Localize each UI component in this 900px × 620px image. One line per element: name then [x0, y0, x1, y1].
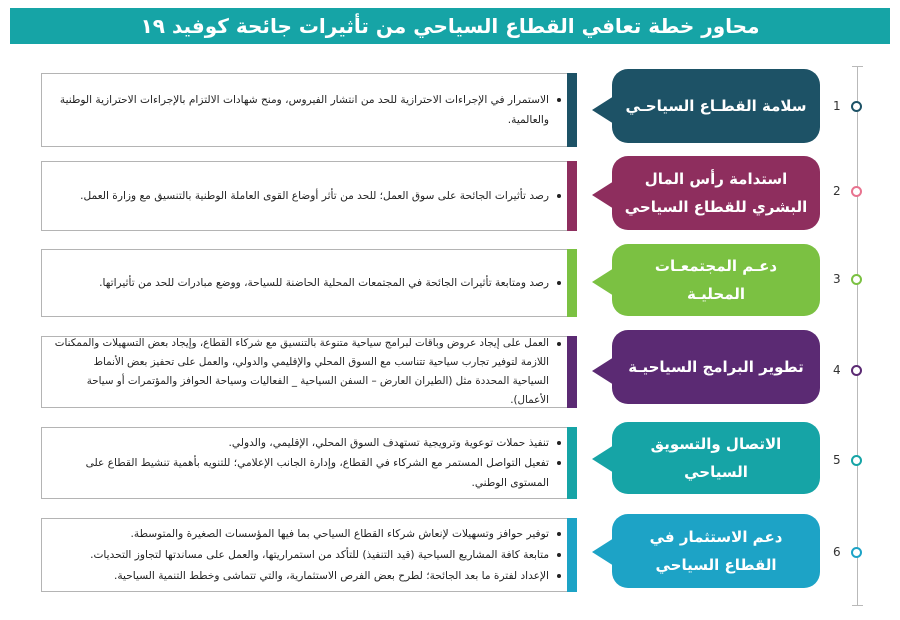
axis-1-bullets	[54, 90, 563, 130]
axis-4-description-box	[41, 336, 577, 408]
axis-2-description-box	[41, 161, 577, 231]
axis-6-bullets	[54, 524, 563, 587]
axis-3-bullet-1: رصد ومتابعة تأثيرات الجائحة في المجتمعات المحلية الحاضنة للسياحة، ووضع مبادرات للحد من تأثيراتها.	[54, 273, 563, 293]
axis-2-dot	[851, 186, 862, 197]
axis-2-accent-bar	[567, 161, 577, 231]
axis-1-number: 1	[833, 99, 841, 113]
axis-3-title: دعـم المجتمعـات المحليـة	[654, 257, 778, 303]
axis-4-title: تطوير البرامج السياحيـة	[628, 358, 804, 376]
axis-2-number: 2	[833, 184, 841, 198]
axis-5-bullet-1: تنفيذ حملات توعوية وترويجية تستهدف السوق المحلي، الإقليمي، والدولي.	[54, 433, 563, 453]
axis-6-arrow	[592, 538, 614, 566]
axis-5-description-box	[41, 427, 577, 499]
axis-3-number: 3	[833, 272, 841, 286]
axis-5-number: 5	[833, 453, 841, 467]
axis-4-dot	[851, 365, 862, 376]
axis-2-title: استدامة رأس المال البشري للقطاع السياحي	[624, 170, 808, 216]
timeline-tick-bottom	[852, 605, 863, 606]
axis-5-dot	[851, 455, 862, 466]
axis-3-dot	[851, 274, 862, 285]
axis-2-arrow	[592, 181, 614, 209]
axis-5-bullets	[54, 433, 563, 493]
axis-4-accent-bar	[567, 336, 577, 408]
axis-2-bullets	[54, 186, 563, 206]
axis-5-arrow	[592, 445, 614, 473]
axis-4-bullet-1: العمل على إيجاد عروض وباقات لبرامج سياحية متنوعة بالتنسيق مع شركاء القطاع، وإيجاد بعض التسهيلات والممكنات اللازمة لتوفير تجارب سياحية تتناسب مع السوق المحلي والإقليمي والدولي، والعمل على تحفيز بعض الأنماط السياحية المحددة مثل (الطيران العارض – السفن السياحية _ الفعاليات وسياحة الحوافز والمؤتمرات أو سياحة الأعمال).	[54, 334, 563, 410]
axis-3-accent-bar	[567, 249, 577, 317]
axis-1-title: سلامة القطـاع السياحـي	[625, 97, 807, 115]
axis-3-bullets	[54, 273, 563, 293]
axis-4-bullets	[54, 334, 563, 410]
axis-1-bullet-1: الاستمرار في الإجراءات الاحترازية للحد من انتشار الفيروس، ومنح شهادات الالتزام بالإجراءات الاحترازية الوطنية والعالمية.	[54, 90, 563, 130]
axis-4-title-pill	[612, 330, 820, 404]
axis-3-title-pill	[612, 244, 820, 316]
timeline-line	[857, 66, 858, 606]
axis-6-description-box	[41, 518, 577, 592]
axis-2-title-pill	[612, 156, 820, 230]
axis-5-accent-bar	[567, 427, 577, 499]
axis-3-arrow	[592, 268, 614, 296]
axis-3-description-box	[41, 249, 577, 317]
axis-1-accent-bar	[567, 73, 577, 147]
axis-1-description-box	[41, 73, 577, 147]
axis-4-arrow	[592, 357, 614, 385]
axis-6-bullet-2: متابعة كافة المشاريع السياحية (قيد التنفيذ) للتأكد من استمراريتها، والعمل على مساندتها لتجاوز التحديات.	[54, 545, 563, 566]
axis-6-bullet-3: الإعداد لفترة ما بعد الجائحة؛ لطرح بعض الفرص الاستثمارية، والتي تتماشى وخطط التنمية السياحية.	[54, 566, 563, 587]
axis-6-bullet-1: توفير حوافز وتسهيلات لإنعاش شركاء القطاع السياحي بما فيها المؤسسات الصغيرة والمتوسطة.	[54, 524, 563, 545]
page-title	[10, 8, 890, 44]
axis-2-bullet-1: رصد تأثيرات الجائحة على سوق العمل؛ للحد من تأثر أوضاع القوى العاملة الوطنية بالتنسيق مع وزارة العمل.	[54, 186, 563, 206]
axis-6-accent-bar	[567, 518, 577, 592]
axis-6-title-pill	[612, 514, 820, 588]
axis-1-title-pill	[612, 69, 820, 143]
axis-5-title-pill	[612, 422, 820, 494]
axis-6-dot	[851, 547, 862, 558]
timeline-tick-top	[852, 66, 863, 67]
axis-5-title: الاتصال والتسويق السياحي	[650, 435, 782, 481]
axis-6-number: 6	[833, 545, 841, 559]
page-title-text: محاور خطة تعافي القطاع السياحي من تأثيرات جائحة كوفيد ١٩	[140, 14, 760, 38]
axis-6-title: دعم الاستثمار في القطاع السياحي	[649, 528, 783, 574]
axis-1-arrow	[592, 96, 614, 124]
axis-5-bullet-2: تفعيل التواصل المستمر مع الشركاء في القطاع، وإدارة الجانب الإعلامي؛ للتنويه بأهمية تنشيط القطاع على المستوى الوطني.	[54, 453, 563, 493]
axis-1-dot	[851, 101, 862, 112]
axis-4-number: 4	[833, 363, 841, 377]
